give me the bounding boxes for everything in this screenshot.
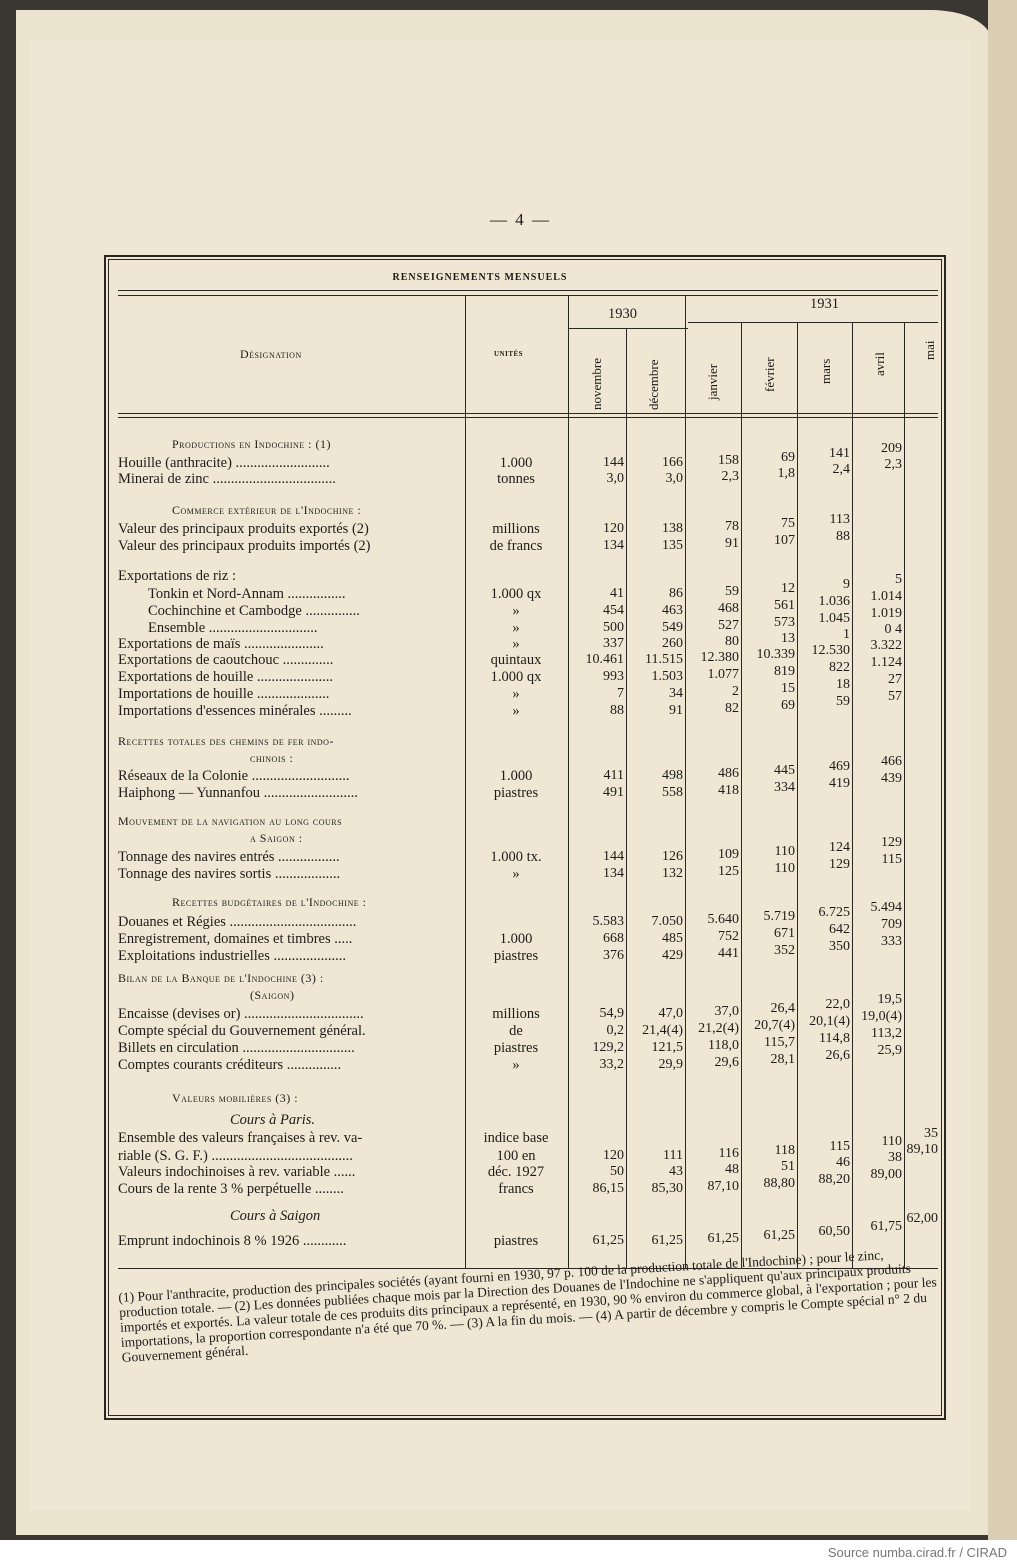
sub-heading: Cours à Paris. [230, 1112, 316, 1128]
section-heading: Valeurs mobilières (3) : [172, 1091, 299, 1105]
row-label: Billets en circulation ............................... [118, 1040, 355, 1056]
cell-value: 59 [836, 694, 850, 709]
section-heading: Recettes totales des chemins de fer indo- [118, 734, 334, 748]
cell-value: 57 [888, 689, 902, 704]
row-unit: » [512, 1057, 520, 1073]
cell-value: 822 [829, 660, 850, 675]
cell-value: 5.583 [592, 914, 624, 929]
cell-value: 54,9 [599, 1006, 624, 1021]
row-unit: » [512, 620, 520, 636]
cell-value: 0,2 [606, 1023, 624, 1038]
cell-value: 91 [725, 536, 739, 551]
cell-value: 22,0 [825, 997, 850, 1012]
row-label: Valeurs indochinoises à rev. variable ...... [118, 1164, 356, 1180]
cell-value: 1.036 [818, 594, 850, 609]
cell-value: 13 [781, 631, 795, 646]
cell-value: 78 [725, 519, 739, 534]
cell-value: 118,0 [708, 1038, 739, 1053]
cell-value: 19,5 [877, 992, 902, 1007]
cell-value: 12.380 [700, 650, 739, 665]
cell-value: 454 [603, 603, 624, 618]
row-unit: » [512, 686, 520, 702]
cell-value: 82 [725, 701, 739, 716]
cell-value: 46 [836, 1155, 850, 1170]
row-label: Douanes et Régies ................................... [118, 914, 357, 930]
row-label: riable (S. G. F.) ....................................... [118, 1148, 353, 1164]
cell-value: 1,8 [777, 466, 795, 481]
cell-value: 7.050 [651, 914, 683, 929]
cell-value: 61,25 [707, 1231, 739, 1246]
cell-value: 6.725 [818, 905, 850, 920]
month-header: février [762, 357, 777, 392]
row-unit: » [512, 636, 520, 652]
cell-value: 88,80 [763, 1176, 795, 1191]
cell-value: 138 [662, 521, 683, 536]
cell-value: 209 [881, 441, 902, 456]
cell-value: 141 [829, 446, 850, 461]
cell-value: 3,0 [606, 471, 624, 486]
row-unit: 1.000 qx [490, 669, 542, 685]
cell-value: 59 [725, 584, 739, 599]
table-title: RENSEIGNEMENTS MENSUELS [392, 272, 568, 283]
cell-value: 441 [718, 946, 739, 961]
cell-value: 120 [603, 521, 624, 536]
cell-value: 819 [774, 664, 795, 679]
cell-value: 752 [718, 929, 739, 944]
cell-value: 21,2(4) [698, 1021, 739, 1036]
row-unit: 1.000 [499, 931, 533, 947]
cell-value: 485 [662, 931, 683, 946]
row-unit: » [512, 603, 520, 619]
row-unit: 1.000 qx [490, 586, 542, 602]
row-unit: piastres [493, 948, 539, 964]
cell-value: 12 [781, 581, 795, 596]
row-label: Exportations de maïs ...................... [118, 636, 324, 652]
cell-value: 1.503 [651, 669, 683, 684]
cell-value: 19,0(4) [861, 1009, 902, 1024]
cell-value: 558 [662, 785, 683, 800]
row-unit: » [512, 866, 520, 882]
cell-value: 469 [829, 759, 850, 774]
row-unit: 1.000 tx. [490, 849, 542, 865]
cell-value: 91 [669, 703, 683, 718]
cell-value: 116 [718, 1146, 739, 1161]
row-unit: francs [498, 1181, 534, 1197]
cell-value: 107 [774, 533, 795, 548]
cell-value: 109 [718, 847, 739, 862]
cell-value: 18 [836, 677, 850, 692]
row-unit: millions [492, 1006, 540, 1022]
cell-value: 445 [774, 763, 795, 778]
row-unit: piastres [493, 1233, 539, 1249]
cell-value: 549 [662, 620, 683, 635]
cell-value: 376 [603, 948, 624, 963]
sub-heading: Cours à Saigon [230, 1208, 321, 1224]
cell-value: 334 [774, 780, 795, 795]
cell-value: 2 [732, 684, 739, 699]
row-label: Cours de la rente 3 % perpétuelle ........ [118, 1181, 344, 1197]
cell-value: 25,9 [877, 1043, 902, 1058]
cell-value: 43 [669, 1164, 683, 1179]
cell-value: 350 [829, 939, 850, 954]
cell-value: 1.014 [870, 589, 902, 604]
cell-value: 34 [669, 686, 683, 701]
cell-value: 668 [603, 931, 624, 946]
row-unit: millions [492, 521, 540, 537]
cell-value: 28,1 [770, 1052, 795, 1067]
page-number: — 4 — [490, 210, 551, 229]
cell-value: 29,6 [714, 1055, 739, 1070]
cell-value: 115 [829, 1139, 850, 1154]
section-heading: Recettes budgétaires de l'Indochine : [172, 895, 367, 909]
cell-value: 118 [774, 1143, 795, 1158]
row-label: Exportations de caoutchouc .............. [118, 652, 334, 668]
rule [568, 328, 688, 329]
cell-value: 129,2 [592, 1040, 624, 1055]
cell-value: 41 [610, 586, 624, 601]
year-1930: 1930 [608, 306, 637, 322]
row-label: Haiphong — Yunnanfou .......................... [118, 785, 358, 801]
section-heading-cont: chinois : [250, 751, 294, 765]
cell-value: 12.530 [811, 643, 850, 658]
col-header-designation: Désignation [240, 347, 302, 361]
cell-value: 144 [603, 849, 624, 864]
cell-value: 5.494 [870, 900, 902, 915]
row-label: Tonkin et Nord-Annam ................ [148, 586, 346, 602]
cell-value: 498 [662, 768, 683, 783]
rule [118, 290, 938, 291]
section-heading: Productions en Indochine : (1) [172, 437, 331, 451]
cell-value: 2,3 [884, 457, 902, 472]
section-heading: Bilan de la Banque de l'Indochine (3) : [118, 971, 324, 985]
footnote-text: (1) Pour l'anthracite, production des principales sociétés (ayant fourni en 1930, 97 p. 100 de la production totale de l'Indochine) ; pour le zinc, production totale. — (2) Les données publiées chaque mois par la Direction des Douanes de l'Indochine ne s'appliquent qu'aux principaux produits importés et exportés. La valeur totale de ces produits dits principaux a représenté, en 1930, 90 % environ du commerce global, à l'exportation ; pour les importations, la proportion correspondante n'a été que 70 %. — (3) A la fin du mois. — (4) A partir de décembre y compris le Compte spécial n° 2 du Gouvernement général. [118, 1247, 938, 1365]
cell-value: 129 [829, 857, 850, 872]
sub-heading: Exportations de riz : [118, 568, 236, 584]
cell-value: 0 4 [884, 622, 902, 637]
section-heading-cont: a Saigon : [250, 831, 303, 845]
row-unit: piastres [493, 1040, 539, 1056]
month-header: mars [818, 358, 833, 384]
cell-value: 260 [662, 636, 683, 651]
cell-value: 85,30 [651, 1181, 683, 1196]
cell-value: 486 [718, 766, 739, 781]
cell-value: 125 [718, 864, 739, 879]
cell-value: 124 [829, 840, 850, 855]
cell-value: 5 [895, 572, 902, 587]
cell-value: 337 [603, 636, 624, 651]
cell-value: 135 [662, 538, 683, 553]
row-label: Ensemble des valeurs françaises à rev. va- [118, 1130, 363, 1146]
cell-value: 11.515 [645, 652, 683, 667]
cell-value: 29,9 [658, 1057, 683, 1072]
cell-value: 113 [829, 512, 850, 527]
row-label: Enregistrement, domaines et timbres ..... [118, 931, 353, 947]
row-unit: indice base [483, 1130, 549, 1146]
cell-value: 20,1(4) [809, 1014, 850, 1029]
cell-value: 110 [881, 1134, 902, 1149]
row-unit: tonnes [497, 471, 535, 487]
cell-value: 86,15 [592, 1181, 624, 1196]
cell-value: 51 [781, 1159, 795, 1174]
month-header: avril [872, 352, 887, 376]
cell-value: 61,75 [870, 1219, 902, 1234]
cell-value: 88,20 [818, 1172, 850, 1187]
cell-value: 5.640 [707, 912, 739, 927]
col-line [465, 295, 466, 1268]
cell-value: 573 [774, 615, 795, 630]
cell-value: 111 [663, 1148, 683, 1163]
cell-value: 5.719 [763, 909, 795, 924]
row-unit: de [509, 1023, 523, 1039]
cell-value: 134 [603, 866, 624, 881]
row-unit: de francs [489, 538, 543, 554]
row-label: Minerai de zinc .................................. [118, 471, 336, 487]
row-label: Emprunt indochinois 8 % 1926 ............ [118, 1233, 347, 1249]
cell-value: 61,25 [763, 1228, 795, 1243]
cell-value: 1.019 [870, 606, 902, 621]
source-credit: Source numba.cirad.fr / CIRAD [0, 1540, 1017, 1566]
cell-value: 126 [662, 849, 683, 864]
cell-value: 468 [718, 601, 739, 616]
cell-value: 993 [603, 669, 624, 684]
cell-value: 463 [662, 603, 683, 618]
cell-value: 1 [843, 627, 850, 642]
row-unit: piastres [493, 785, 539, 801]
cell-value: 113,2 [871, 1026, 902, 1041]
cell-value: 709 [881, 917, 902, 932]
row-label: Exportations de houille ..................... [118, 669, 334, 685]
row-label: Importations d'essences minérales ......... [118, 703, 352, 719]
cell-value: 110 [774, 861, 795, 876]
cell-value: 61,25 [592, 1233, 624, 1248]
cell-value: 1.045 [818, 611, 850, 626]
cell-value: 89,10 [906, 1142, 938, 1157]
year-1931: 1931 [810, 296, 839, 312]
cell-value: 60,50 [818, 1224, 850, 1239]
cell-value: 48 [725, 1162, 739, 1177]
row-label: Valeur des principaux produits exportés (2) [118, 521, 369, 537]
row-label: Exploitations industrielles .................... [118, 948, 346, 964]
cell-value: 642 [829, 922, 850, 937]
cell-value: 9 [843, 577, 850, 592]
row-unit: déc. 1927 [487, 1164, 545, 1180]
cell-value: 418 [718, 783, 739, 798]
section-heading: Commerce extérieur de l'Indochine : [172, 503, 362, 517]
cell-value: 466 [881, 754, 902, 769]
row-label: Tonnage des navires sortis .................. [118, 866, 341, 882]
cell-value: 121,5 [651, 1040, 683, 1055]
cell-value: 429 [662, 948, 683, 963]
cell-value: 75 [781, 516, 795, 531]
cell-value: 62,00 [906, 1211, 938, 1226]
month-header: mai [922, 340, 937, 360]
cell-value: 144 [603, 455, 624, 470]
row-label: Houille (anthracite) .......................... [118, 455, 330, 471]
cell-value: 88 [610, 703, 624, 718]
row-label: Compte spécial du Gouvernement général. [118, 1023, 366, 1039]
cell-value: 134 [603, 538, 624, 553]
cell-value: 527 [718, 618, 739, 633]
cell-value: 352 [774, 943, 795, 958]
row-label: Tonnage des navires entrés ................. [118, 849, 340, 865]
cell-value: 88 [836, 529, 850, 544]
adjacent-page-edge [988, 0, 1017, 1540]
cell-value: 3,0 [665, 471, 683, 486]
row-label: Comptes courants créditeurs ............... [118, 1057, 342, 1073]
cell-value: 26,4 [770, 1001, 795, 1016]
cell-value: 50 [610, 1164, 624, 1179]
cell-value: 10.339 [756, 647, 795, 662]
cell-value: 671 [774, 926, 795, 941]
month-header: novembre [589, 358, 604, 410]
cell-value: 114,8 [819, 1031, 850, 1046]
cell-value: 561 [774, 598, 795, 613]
cell-value: 491 [603, 785, 624, 800]
row-unit: 100 en [496, 1148, 536, 1164]
cell-value: 3.322 [870, 638, 902, 653]
cell-value: 1.077 [707, 667, 739, 682]
row-unit: quintaux [490, 652, 542, 668]
row-label: Réseaux de la Colonie ........................... [118, 768, 350, 784]
cell-value: 10.461 [585, 652, 624, 667]
cell-value: 20,7(4) [754, 1018, 795, 1033]
cell-value: 21,4(4) [642, 1023, 683, 1038]
section-heading-cont: (Saigon) [250, 988, 295, 1002]
cell-value: 89,00 [870, 1167, 902, 1182]
cell-value: 47,0 [658, 1006, 683, 1021]
cell-value: 158 [718, 453, 739, 468]
cell-value: 61,25 [651, 1233, 683, 1248]
cell-value: 15 [781, 681, 795, 696]
row-label: Valeur des principaux produits importés (2) [118, 538, 371, 554]
section-heading: Mouvement de la navigation au long cours [118, 814, 343, 828]
cell-value: 33,2 [599, 1057, 624, 1072]
cell-value: 69 [781, 698, 795, 713]
cell-value: 115 [881, 852, 902, 867]
month-header: décembre [646, 359, 661, 410]
cell-value: 439 [881, 771, 902, 786]
cell-value: 37,0 [714, 1004, 739, 1019]
cell-value: 87,10 [707, 1179, 739, 1194]
cell-value: 80 [725, 634, 739, 649]
cell-value: 166 [662, 455, 683, 470]
row-label: Cochinchine et Cambodge ............... [148, 603, 360, 619]
cell-value: 129 [881, 835, 902, 850]
cell-value: 2,3 [721, 469, 739, 484]
cell-value: 7 [617, 686, 624, 701]
row-unit: 1.000 [499, 455, 533, 471]
row-unit: » [512, 703, 520, 719]
cell-value: 2,4 [832, 462, 850, 477]
cell-value: 120 [603, 1148, 624, 1163]
row-label: Ensemble .............................. [148, 620, 318, 636]
cell-value: 419 [829, 776, 850, 791]
row-label: Importations de houille .................... [118, 686, 330, 702]
rule [118, 413, 938, 414]
cell-value: 69 [781, 450, 795, 465]
cell-value: 26,6 [825, 1048, 850, 1063]
cell-value: 333 [881, 934, 902, 949]
rule [118, 417, 938, 418]
rule [688, 322, 938, 323]
cell-value: 110 [774, 844, 795, 859]
cell-value: 411 [603, 768, 624, 783]
month-header: janvier [705, 363, 720, 400]
cell-value: 500 [603, 620, 624, 635]
row-unit: 1.000 [499, 768, 533, 784]
col-header-unites: unités [494, 348, 524, 359]
cell-value: 132 [662, 866, 683, 881]
cell-value: 86 [669, 586, 683, 601]
cell-value: 38 [888, 1150, 902, 1165]
cell-value: 1.124 [870, 655, 902, 670]
cell-value: 35 [924, 1126, 938, 1141]
cell-value: 27 [888, 672, 902, 687]
row-label: Encaisse (devises or) ................................. [118, 1006, 364, 1022]
cell-value: 115,7 [764, 1035, 795, 1050]
